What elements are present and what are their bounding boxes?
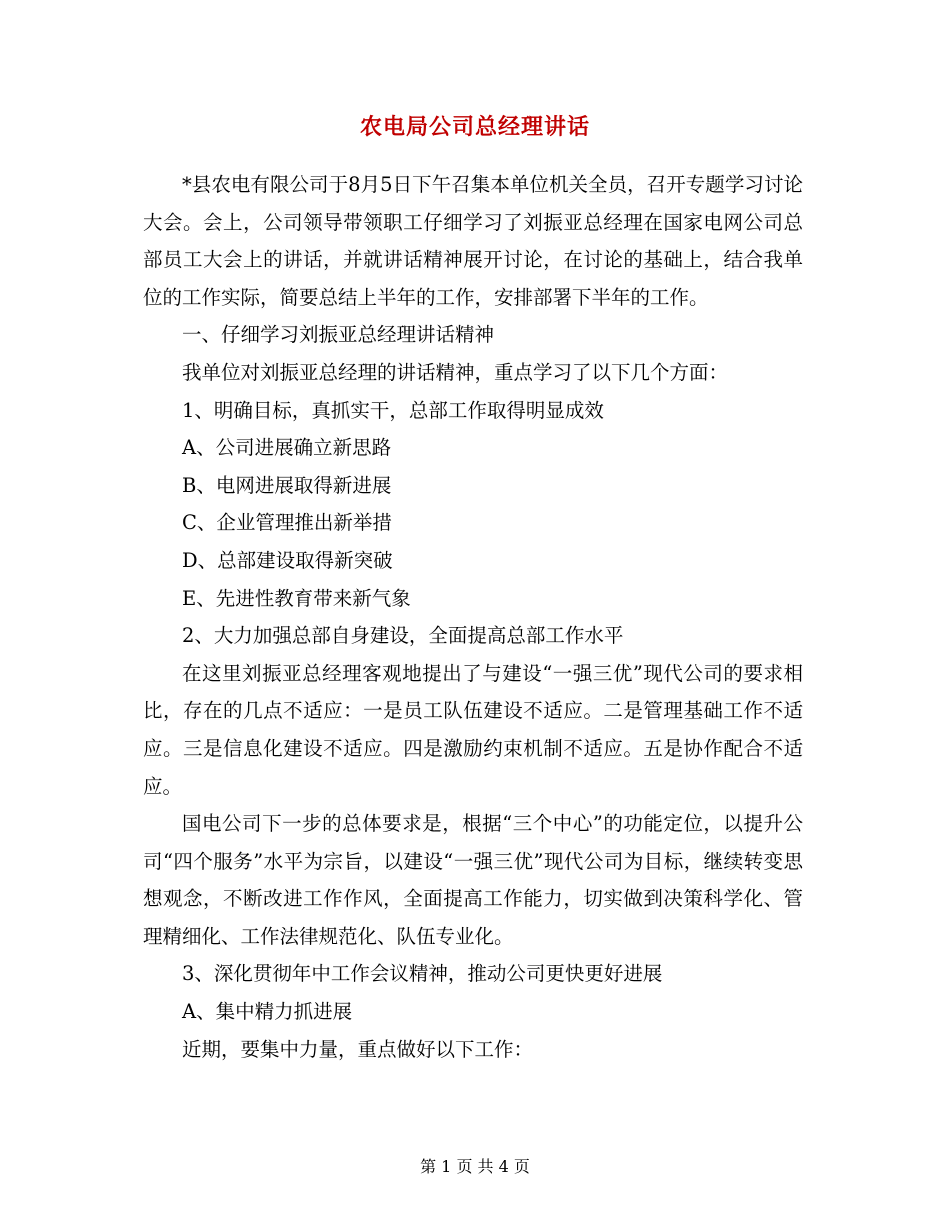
page-footer: 第 1 页 共 4 页 — [420, 1157, 530, 1176]
list-heading-1: 1、明确目标，真抓实干，总部工作取得明显成效 — [182, 398, 604, 422]
list-heading-3: 3、深化贯彻年中工作会议精神，推动公司更快更好进展 — [182, 962, 663, 986]
document-title: 农电局公司总经理讲话 — [359, 114, 590, 140]
list-heading-2: 2、大力加强总部自身建设，全面提高总部工作水平 — [182, 624, 624, 648]
list-item-a: A、集中精力抓进展 — [182, 1000, 353, 1024]
section-heading-1: 一、仔细学习刘振亚总经理讲话精神 — [182, 323, 495, 347]
list-item-a: A、公司进展确立新思路 — [182, 436, 392, 460]
paragraph: 国电公司下一步的总体要求是，根据“三个中心”的功能定位，以提升公司“四个服务”水平为宗旨，以建设“一强三优”现代公司为目标，继续转变思想观念，不断改进工作作风，全面提高工作能力，切实做到决策科学化、管理精细化、工作法律规范化、队伍专业化。 — [143, 812, 803, 948]
paragraph: 我单位对刘振亚总经理的讲话精神，重点学习了以下几个方面： — [182, 360, 729, 384]
list-item-e: E、先进性教育带来新气象 — [182, 586, 411, 610]
list-item-c: C、企业管理推出新举措 — [182, 511, 392, 535]
paragraph-intro: *县农电有限公司于8月5日下午召集本单位机关全员，召开专题学习讨论大会。会上，公司领导带领职工仔细学习了刘振亚总经理在国家电网公司总部员工大会上的讲话，并就讲话精神展开讨论，在讨论的基础上，结合我单位的工作实际，简要总结上半年的工作，安排部署下半年的工作。 — [143, 173, 803, 309]
list-item-b: B、电网进展取得新进展 — [182, 473, 392, 497]
document-body — [143, 166, 803, 1068]
paragraph: 近期，要集中力量，重点做好以下工作： — [182, 1037, 534, 1061]
list-item-d: D、总部建设取得新突破 — [182, 548, 393, 572]
paragraph: 在这里刘振亚总经理客观地提出了与建设“一强三优”现代公司的要求相比，存在的几点不适应：一是员工队伍建设不适应。二是管理基础工作不适应。三是信息化建设不适应。四是激励约束机制不适应。五是协作配合不适应。 — [143, 661, 803, 798]
